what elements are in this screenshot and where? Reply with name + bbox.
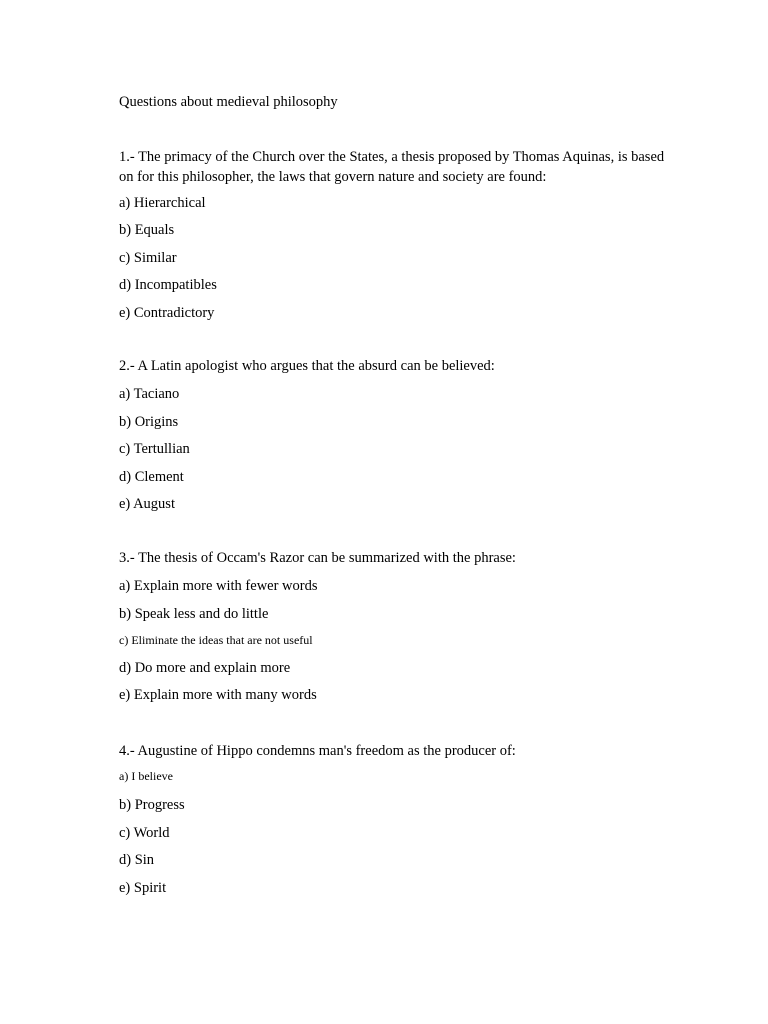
question-stem: 2.- A Latin apologist who argues that the absurd can be believed: bbox=[119, 358, 495, 374]
question-1 bbox=[119, 148, 679, 321]
answer-option: d) Do more and explain more bbox=[119, 660, 291, 676]
answer-option: e) August bbox=[119, 496, 175, 512]
answer-option: c) Similar bbox=[119, 250, 177, 266]
answer-option: d) Clement bbox=[119, 469, 184, 485]
answer-option: c) Tertullian bbox=[119, 441, 190, 457]
answer-option: a) I believe bbox=[119, 769, 173, 783]
question-4 bbox=[119, 742, 679, 896]
answer-option: c) World bbox=[119, 825, 170, 841]
document-title: Questions about medieval philosophy bbox=[119, 94, 338, 110]
answer-option: b) Speak less and do little bbox=[119, 606, 269, 622]
question-stem: 3.- The thesis of Occam's Razor can be summarized with the phrase: bbox=[119, 550, 516, 566]
answer-option: d) Sin bbox=[119, 852, 155, 868]
answer-option: b) Origins bbox=[119, 414, 179, 430]
answer-option: a) Taciano bbox=[119, 386, 180, 402]
question-stem: 4.- Augustine of Hippo condemns man's freedom as the producer of: bbox=[119, 743, 516, 759]
question-stem: 1.- The primacy of the Church over the States, a thesis proposed by Thomas Aquinas, is based on for this philosopher, the laws that govern nature and society are found: bbox=[119, 149, 665, 185]
answer-option: a) Explain more with fewer words bbox=[119, 578, 318, 594]
answer-option: e) Explain more with many words bbox=[119, 687, 317, 703]
answer-option: b) Equals bbox=[119, 222, 175, 238]
answer-option: a) Hierarchical bbox=[119, 195, 206, 211]
answer-option: e) Spirit bbox=[119, 880, 167, 896]
answer-option: d) Incompatibles bbox=[119, 277, 217, 293]
question-2 bbox=[119, 357, 679, 512]
answer-option: c) Eliminate the ideas that are not useful bbox=[119, 633, 313, 647]
answer-option: b) Progress bbox=[119, 797, 185, 813]
question-3 bbox=[119, 549, 679, 703]
answer-option: e) Contradictory bbox=[119, 305, 215, 321]
